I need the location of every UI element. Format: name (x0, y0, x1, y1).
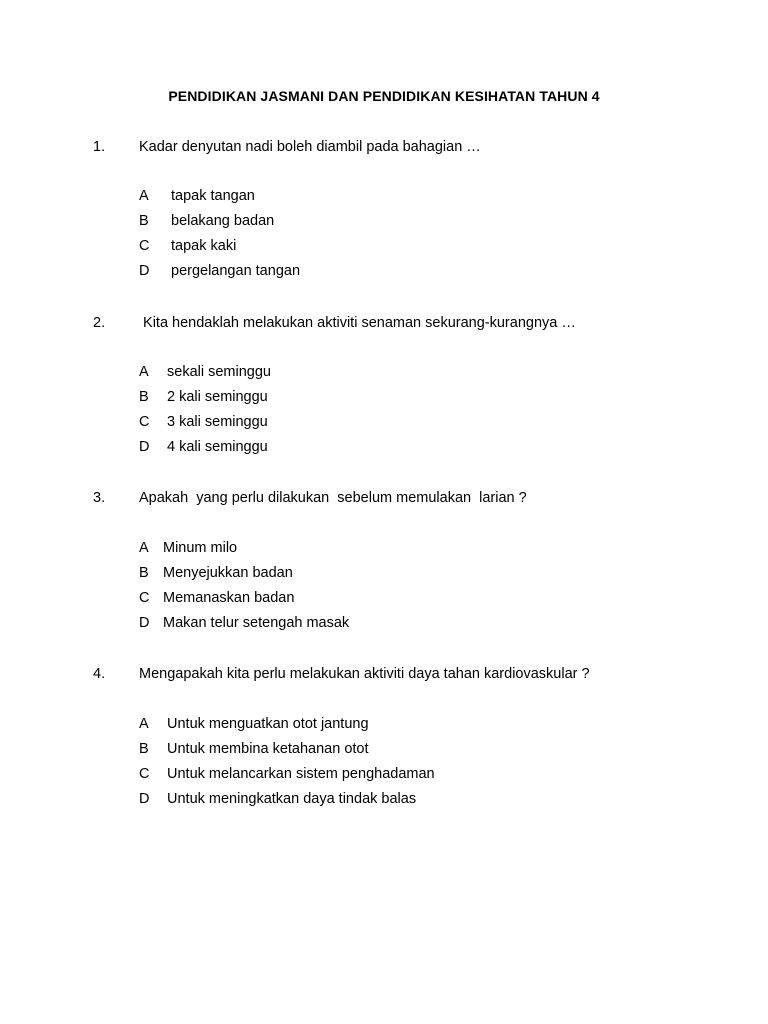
option-text: 2 kali seminggu (167, 389, 268, 405)
option-letter: C (139, 766, 150, 782)
option-letter: C (139, 590, 150, 606)
page-title: PENDIDIKAN JASMANI DAN PENDIDIKAN KESIHATAN TAHUN 4 (168, 88, 600, 104)
option-text: 3 kali seminggu (167, 414, 268, 430)
option-text: pergelangan tangan (171, 263, 301, 279)
option-letter: D (139, 791, 150, 807)
option-letter: C (139, 414, 150, 430)
option-letter: B (139, 389, 149, 405)
option-letter: D (139, 439, 150, 455)
option-letter: B (139, 741, 149, 757)
option-letter: D (139, 615, 150, 631)
option-text: sekali seminggu (167, 364, 271, 380)
option-text: Untuk menguatkan otot jantung (167, 716, 369, 732)
question-text: Mengapakah kita perlu melakukan aktiviti daya tahan kardiovaskular ? (139, 666, 590, 682)
option-text: Menyejukkan badan (163, 565, 293, 581)
question-text: Kadar denyutan nadi boleh diambil pada bahagian … (139, 139, 481, 155)
option-text: 4 kali seminggu (167, 439, 268, 455)
option-letter: A (139, 540, 149, 556)
question-number: 3. (93, 490, 106, 506)
option-text: Makan telur setengah masak (163, 615, 350, 631)
option-letter: C (139, 238, 150, 254)
option-text: Minum milo (163, 540, 238, 556)
option-letter: B (139, 213, 149, 229)
option-text: Untuk meningkatkan daya tindak balas (167, 791, 417, 807)
option-text: Untuk membina ketahanan otot (167, 741, 369, 757)
option-letter: B (139, 565, 149, 581)
option-text: Untuk melancarkan sistem penghadaman (167, 766, 435, 782)
option-text: Memanaskan badan (163, 590, 295, 606)
question-number: 2. (93, 315, 106, 331)
option-text: tapak kaki (171, 238, 237, 254)
option-letter: A (139, 188, 149, 204)
option-letter: D (139, 263, 150, 279)
option-letter: A (139, 716, 149, 732)
option-text: belakang badan (171, 213, 275, 229)
question-text: Apakah yang perlu dilakukan sebelum memulakan larian ? (139, 490, 527, 506)
question-number: 4. (93, 666, 106, 682)
option-text: tapak tangan (171, 188, 255, 204)
question-text: Kita hendaklah melakukan aktiviti senaman sekurang-kurangnya … (139, 315, 576, 331)
option-letter: A (139, 364, 149, 380)
question-number: 1. (93, 139, 106, 155)
